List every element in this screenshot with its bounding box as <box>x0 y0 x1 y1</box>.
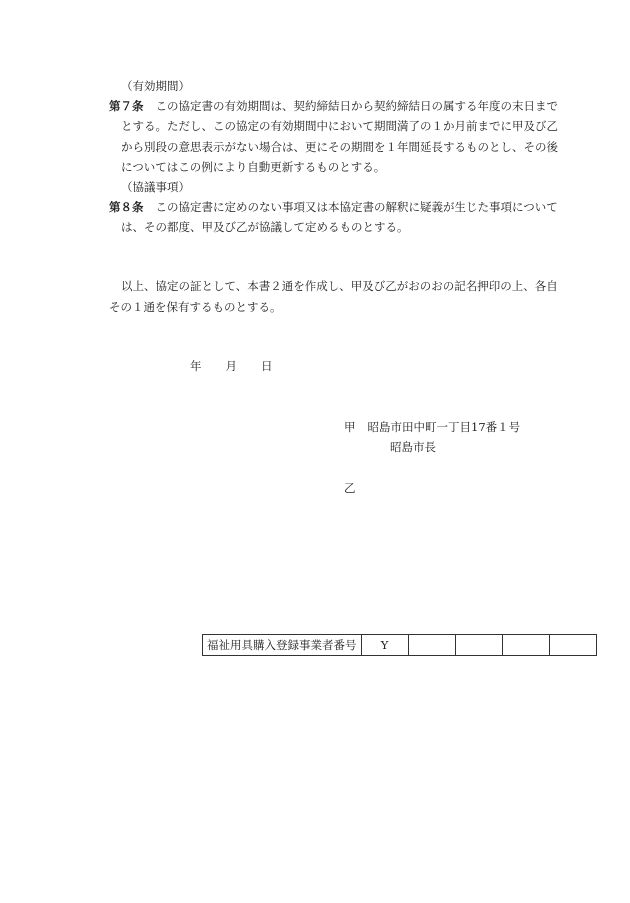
article7-label: 第７条 <box>109 99 144 113</box>
date-month: 月 <box>225 359 237 373</box>
article8-text-line: は、その都度、甲及び乙が協議して定めるものとする。 <box>121 220 409 234</box>
article8-heading: （協議事項） <box>121 180 190 194</box>
party-b-label: 乙 <box>344 481 356 495</box>
article7-first-line <box>109 96 558 116</box>
registration-digit-cell[interactable] <box>455 635 502 656</box>
party-a-address: 昭島市田中町一丁目17番１号 <box>367 420 521 434</box>
registration-digit-cell[interactable] <box>549 635 596 656</box>
article7-text-line: この協定書の有効期間は、契約締結日から契約締結日の属する年度の末日まで <box>155 99 558 113</box>
registration-prefix: Y <box>361 635 408 656</box>
article7-text-line: についてはこの例により自動更新するものとする。 <box>121 160 386 174</box>
article7-text-line: とする。ただし、この協定の有効期間中において期間満了の１か月前までに甲及び乙 <box>121 119 558 133</box>
article7-text-line: から別段の意思表示がない場合は、更にその期間を１年間延長するものとし、その後 <box>121 140 558 154</box>
table-row <box>203 635 597 656</box>
closing-text-line: 以上、協定の証として、本書２通を作成し、甲及び乙がおのおの記名押印の上、各自 <box>121 279 558 293</box>
date-day: 日 <box>261 359 273 373</box>
closing-text-line: その１通を保有するものとする。 <box>109 300 282 314</box>
registration-label: 福祉用具購入登録事業者番号 <box>203 635 362 656</box>
article8-label: 第８条 <box>109 200 144 214</box>
party-a-title: 昭島市長 <box>390 440 436 454</box>
date-line <box>190 356 273 376</box>
registration-number-table <box>202 634 597 656</box>
article8-text-line: この協定書に定めのない事項又は本協定書の解釈に疑義が生じた事項について <box>155 200 558 214</box>
party-a-label: 甲 <box>344 420 356 434</box>
date-year: 年 <box>190 359 202 373</box>
party-a-line <box>344 417 520 437</box>
article7-heading: （有効期間） <box>121 79 190 93</box>
registration-digit-cell[interactable] <box>408 635 455 656</box>
registration-digit-cell[interactable] <box>502 635 549 656</box>
article8-first-line <box>109 197 558 217</box>
